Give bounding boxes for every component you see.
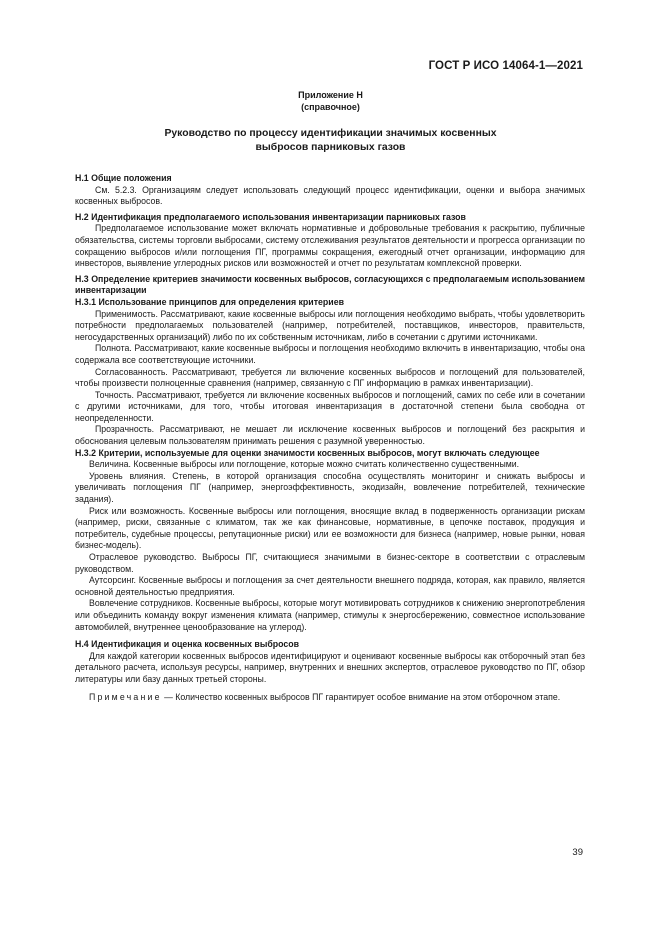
criterion-influence: Уровень влияния. Степень, в которой организация способна осуществлять мониторинг и снижать выбросы и увеличивать поглощения ПГ (например, энергоэффективность, экодизайн, вовлечение потребителей, технические задания). <box>75 470 585 505</box>
section-h32-title: Н.3.2 Критерии, используемые для оценки значимости косвенных выбросов, могут включать следующее <box>75 447 540 458</box>
standard-code: ГОСТ Р ИСО 14064-1—2021 <box>428 60 583 72</box>
section-h2-title: Н.2 Идентификация предполагаемого использования инвентаризации парниковых газов <box>75 211 466 222</box>
section-h4-title: Н.4 Идентификация и оценка косвенных выбросов <box>75 639 300 650</box>
section-h1-title: Н.1 Общие положения <box>75 173 172 183</box>
note-label: Примечание <box>89 691 162 702</box>
section-h31-title: Н.3.1 Использование принципов для определения критериев <box>75 296 344 307</box>
principle-accuracy: Точность. Рассматривают, требуется ли включение косвенных выбросов и поглощений, самих по себе или в сочетании с другими источниками, для того, чтобы итоговая инвентаризация в достаточной степени была свободна от неопределенности. <box>75 389 585 423</box>
section-h1-paragraph: См. 5.2.3. Организациям следует использовать следующий процесс идентификации, оценки и выбора значимых косвенных выбросов. <box>75 184 585 207</box>
appendix-subtitle: (справочное) <box>301 102 360 112</box>
principle-applicability: Применимость. Рассматривают, какие косвенные выбросы или поглощения необходимо выбрать, чтобы удовлетворить потребности предполагаемых пользователей (например, потребителей, поставщиков, инвесторов, правительств, негосударственных организаций) либо по их собственным источникам, либо в сочетании с другими источниками. <box>75 308 585 342</box>
appendix-title: Приложение Н <box>298 90 363 100</box>
appendix-heading-line1: Руководство по процессу идентификации значимых косвенных <box>164 128 497 139</box>
page-number: 39 <box>572 847 583 858</box>
principle-consistency: Согласованность. Рассматривают, требуется ли включение косвенных выбросов и поглощений для пользователей, чтобы произвести полноценные сравнения (например, связанную с ПГ информацию в рамках инвентаризации). <box>75 366 585 389</box>
appendix-heading <box>0 127 661 155</box>
section-h3-title: Н.3 Определение критериев значимости косвенных выбросов, согласующихся с предполагаемым использованием инвентаризации <box>75 273 585 296</box>
criterion-employee-engagement: Вовлечение сотрудников. Косвенные выбросы, которые могут мотивировать сотрудников к снижению энергопотребления или объединить команду вокруг изменения климата (например, стимулы к энергосбережению, совместное использование автомобилей, внутреннее ценообразование на углерод). <box>75 598 585 632</box>
section-h2-paragraph: Предполагаемое использование может включать нормативные и добровольные требования к раскрытию, публичные обязательства, системы торговли выбросами, систему отслеживания результатов деятельности и прогресса организации по сокращению выбросов и/или поглощения ПГ, программы сокращения, ежегодный отчет организации, информацию для инвесторов, выявление углеродных рисков или возможностей и отчет по результатам комплексной проверки. <box>75 223 585 269</box>
section-h4-paragraph: Для каждой категории косвенных выбросов идентифицируют и оценивают косвенные выбросы как отборочный этап без детального расчета, используя ресурсы, например, внутренних и внешних экспертов, отраслевое руководство по ПГ, обзор литературы или базу данных третьей стороны. <box>75 650 585 684</box>
document-body <box>75 173 585 703</box>
note-text: — Количество косвенных выбросов ПГ гарантирует особое внимание на этом отборочном этапе. <box>161 691 561 702</box>
criterion-risk: Риск или возможность. Косвенные выбросы или поглощения, вносящие вклад в подверженность организации рискам (например, риски, связанные с климатом, так же как финансовые, нормативные, в цепочке поставок, продукция и потребитель, судебные процессы, репутационные риски) или ее возможности для бизнеса (например, новые рынки, новая бизнес-модель). <box>75 505 585 551</box>
appendix-heading-line2: выбросов парниковых газов <box>255 142 406 153</box>
note <box>75 692 585 704</box>
principle-transparency: Прозрачность. Рассматривают, не мешает ли исключение косвенных выбросов и поглощений без раскрытия и обоснования целевым пользователям принимать решения с разумной уверенностью. <box>75 424 585 447</box>
criterion-magnitude: Величина. Косвенные выбросы или поглощение, которые можно считать количественно существенными. <box>89 459 520 470</box>
principle-completeness: Полнота. Рассматривают, какие косвенные выбросы и поглощения необходимо включить в инвентаризацию, чтобы она содержала все соответствующие источники. <box>75 343 585 365</box>
criterion-sector-guidance: Отраслевое руководство. Выбросы ПГ, считающиеся значимыми в бизнес-секторе в соответствии с отраслевым руководством. <box>75 552 585 574</box>
criterion-outsourcing: Аутсорсинг. Косвенные выбросы и поглощения за счет деятельности внешнего подряда, которая, как правило, является основной деятельностью предприятия. <box>75 575 585 597</box>
